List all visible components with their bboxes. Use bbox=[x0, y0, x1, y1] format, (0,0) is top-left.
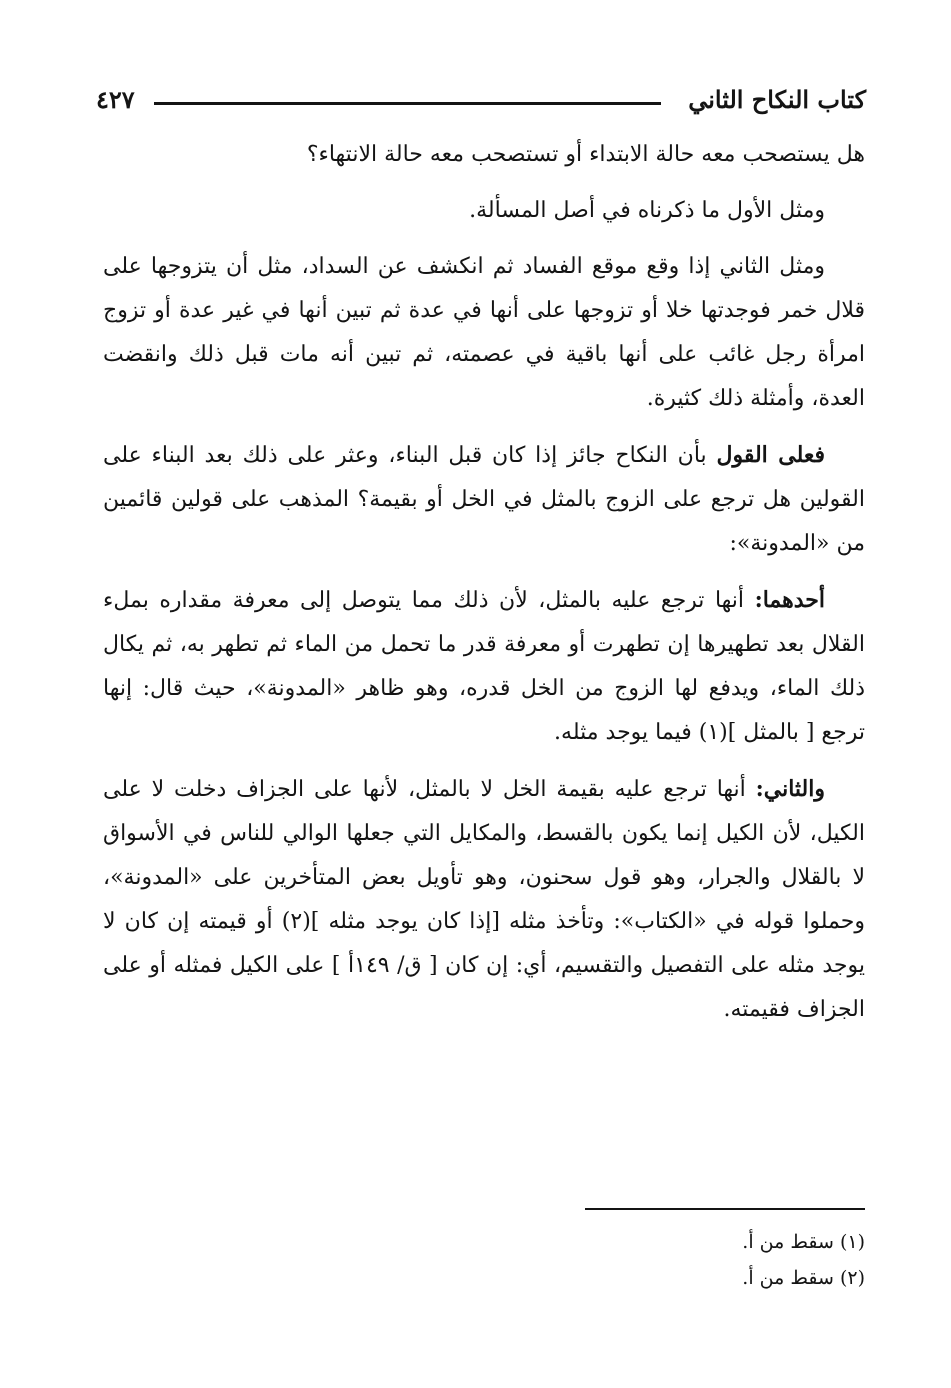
page-number: ٤٢٧ bbox=[96, 85, 135, 114]
paragraph-2: ومثل الأول ما ذكرناه في أصل المسألة. bbox=[469, 198, 825, 223]
paragraph-1: هل يستصحب معه حالة الابتداء أو تستصحب معه حالة الانتهاء؟ bbox=[306, 142, 865, 167]
paragraph-3: ومثل الثاني إذا وقع موقع الفساد ثم انكشف عن السداد، مثل أن يتزوجها على قلال خمر فوجدتها خلا أو تزوجها على أنها في عدة ثم تبين أنها في غير عدة أو تزوج امرأة رجل غائب على أنها باقية في عصمته، ثم تبين أنه مات قبل ذلك وانقضت العدة، وأمثلة ذلك كثيرة. bbox=[103, 254, 865, 411]
paragraph-5-text: أنها ترجع عليه بالمثل، لأن ذلك مما يتوصل إلى معرفة مقداره بملء القلال بعد تطهيرها إن تطهرت أو معرفة قدر ما تحمل من الماء ثم تطهر به، ثم يكال ذلك الماء، ويدفع لها الزوج من الخل قدره، وهو ظاهر «المدونة»، حيث قال: إنها ترجع [ بالمثل ](١) فيما يوجد مثله. bbox=[103, 588, 865, 745]
main-text bbox=[103, 133, 865, 1044]
footnote-rule bbox=[585, 1208, 865, 1210]
paragraph-4-lead: فعلى القول bbox=[716, 442, 826, 468]
footnotes bbox=[365, 1224, 865, 1296]
footnote-1: (١) سقط من أ. bbox=[742, 1231, 865, 1253]
paragraph-4 bbox=[103, 433, 865, 566]
running-title: كتاب النكاح الثاني bbox=[688, 85, 866, 114]
paragraph-6-text: أنها ترجع عليه بقيمة الخل لا بالمثل، لأنها على الجزاف دخلت لا على الكيل، لأن الكيل إنما يكون بالقسط، والمكايل التي جعلها الوالي للناس في الأسواق لا بالقلال والجرار، وهو قول سحنون، وهو تأويل بعض المتأخرين على «المدونة»، وحملوا قوله في «الكتاب»: وتأخذ مثله [إذا كان يوجد مثله ](٢) أو قيمته إن كان لا يوجد مثله على التفصيل والتقسيم، أي: إن كان [ ق/ ١٤٩أ ] على الكيل فمثله أو على الجزاف فقيمته. bbox=[103, 777, 865, 1022]
paragraph-4-text: بأن النكاح جائز إذا كان قبل البناء، وعثر على ذلك بعد البناء على القولين هل ترجع على الزوج بالمثل في الخل أو بقيمة؟ المذهب على قولين قائمين من «المدونة»: bbox=[103, 443, 865, 556]
paragraph-6 bbox=[103, 767, 865, 1032]
paragraph-6-lead: والثاني: bbox=[755, 776, 825, 802]
footnote-2: (٢) سقط من أ. bbox=[742, 1267, 865, 1289]
paragraph-5-lead: أحدهما: bbox=[754, 587, 825, 613]
page-header bbox=[96, 80, 866, 120]
header-rule bbox=[154, 102, 661, 105]
paragraph-5 bbox=[103, 578, 865, 755]
